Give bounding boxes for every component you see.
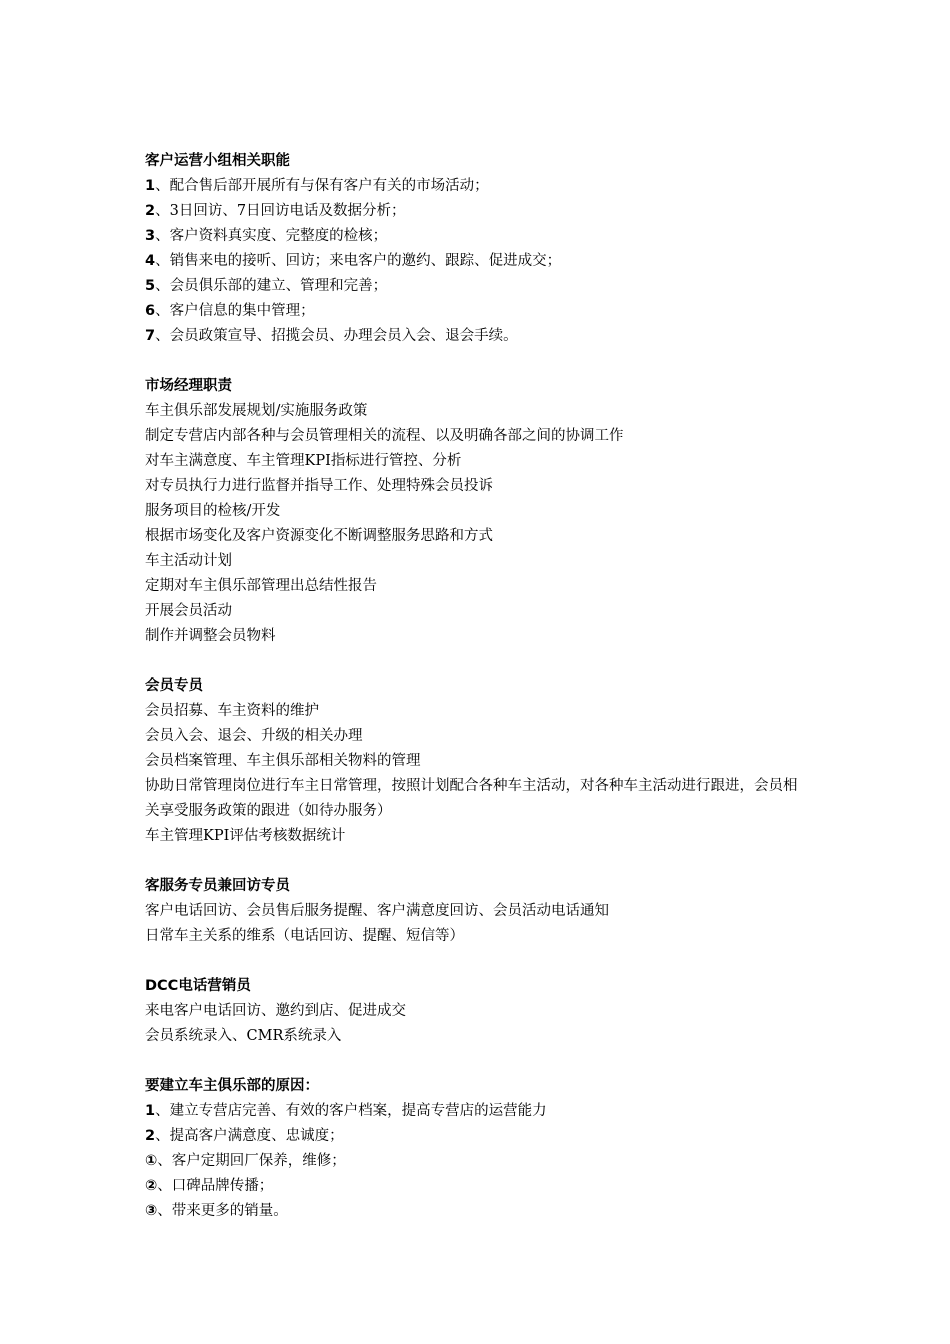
list-item bbox=[145, 224, 845, 249]
item-text: 、客户定期回厂保养，维修； bbox=[157, 1153, 346, 1169]
section-heading: 客服务专员兼回访专员 bbox=[145, 878, 290, 894]
list-item: 对车主满意度、车主管理KPI指标进行管控、分析 bbox=[145, 453, 462, 469]
list-item: 会员系统录入、CMR系统录入 bbox=[145, 1028, 342, 1044]
list-item: 车主管理KPI评估考核数据统计 bbox=[145, 828, 346, 844]
item-number: 5 bbox=[145, 278, 156, 294]
item-text: 、提高客户满意度、忠诚度； bbox=[155, 1128, 344, 1144]
document-page bbox=[145, 149, 845, 1249]
item-number: 6 bbox=[145, 303, 156, 319]
list-item: 来电客户电话回访、邀约到店、促进成交 bbox=[145, 1003, 406, 1019]
item-text: 、销售来电的接听、回访；来电客户的邀约、跟踪、促进成交； bbox=[155, 253, 562, 269]
section-heading: 市场经理职责 bbox=[145, 378, 232, 394]
list-item bbox=[145, 1149, 845, 1174]
list-item: 会员入会、退会、升级的相关办理 bbox=[145, 728, 363, 744]
list-item bbox=[145, 199, 845, 224]
item-text: 、客户资料真实度、完整度的检核； bbox=[155, 228, 388, 244]
item-number: 3 bbox=[145, 228, 156, 244]
section-customer-operations bbox=[145, 149, 845, 349]
list-item: 客户电话回访、会员售后服务提醒、客户满意度回访、会员活动电话通知 bbox=[145, 903, 609, 919]
item-number: 2 bbox=[145, 203, 156, 219]
item-number: 7 bbox=[145, 328, 156, 344]
item-number: 4 bbox=[145, 253, 156, 269]
section-heading: DCC电话营销员 bbox=[145, 978, 251, 994]
item-text: 、3日回访、7日回访电话及数据分析； bbox=[155, 203, 406, 219]
list-item: 开展会员活动 bbox=[145, 603, 232, 619]
item-number: ① bbox=[145, 1153, 158, 1169]
section-heading: 要建立车主俱乐部的原因： bbox=[145, 1078, 319, 1094]
list-item: 服务项目的检核/开发 bbox=[145, 503, 281, 519]
list-item: 会员档案管理、车主俱乐部相关物料的管理 bbox=[145, 753, 421, 769]
item-number: 1 bbox=[145, 178, 156, 194]
item-text: 、口碑品牌传播； bbox=[157, 1178, 274, 1194]
section-heading: 客户运营小组相关职能 bbox=[145, 153, 290, 169]
list-item bbox=[145, 1099, 845, 1124]
list-item bbox=[145, 1124, 845, 1149]
list-item bbox=[145, 249, 845, 274]
item-number: 2 bbox=[145, 1128, 156, 1144]
item-text: 、会员俱乐部的建立、管理和完善； bbox=[155, 278, 388, 294]
list-item bbox=[145, 274, 845, 299]
list-item bbox=[145, 1199, 845, 1224]
item-text: 、会员政策宣导、招揽会员、办理会员入会、退会手续。 bbox=[155, 328, 518, 344]
list-item: 定期对车主俱乐部管理出总结性报告 bbox=[145, 578, 377, 594]
item-text: 、客户信息的集中管理； bbox=[155, 303, 315, 319]
list-item: 根据市场变化及客户资源变化不断调整服务思路和方式 bbox=[145, 528, 493, 544]
section-market-manager bbox=[145, 374, 845, 649]
section-heading: 会员专员 bbox=[145, 678, 203, 694]
section-customer-service-specialist bbox=[145, 874, 845, 949]
list-item bbox=[145, 324, 845, 349]
item-number: 1 bbox=[145, 1103, 156, 1119]
list-item: 制定专营店内部各种与会员管理相关的流程、以及明确各部之间的协调工作 bbox=[145, 428, 624, 444]
section-member-specialist bbox=[145, 674, 845, 849]
item-text: 、带来更多的销量。 bbox=[157, 1203, 288, 1219]
section-club-reasons bbox=[145, 1074, 845, 1224]
item-text: 、配合售后部开展所有与保有客户有关的市场活动； bbox=[155, 178, 489, 194]
list-item bbox=[145, 174, 845, 199]
list-item: 车主俱乐部发展规划/实施服务政策 bbox=[145, 403, 368, 419]
list-item: 协助日常管理岗位进行车主日常管理，按照计划配合各种车主活动，对各种车主活动进行跟进，会员相关享受服务政策的跟进（如待办服务） bbox=[145, 778, 798, 819]
list-item: 制作并调整会员物料 bbox=[145, 628, 276, 644]
list-item bbox=[145, 1174, 845, 1199]
list-item: 会员招募、车主资料的维护 bbox=[145, 703, 319, 719]
item-text: 、建立专营店完善、有效的客户档案，提高专营店的运营能力 bbox=[155, 1103, 547, 1119]
section-dcc-telemarketer bbox=[145, 974, 845, 1049]
item-number: ③ bbox=[145, 1203, 158, 1219]
item-number: ② bbox=[145, 1178, 158, 1194]
list-item: 对专员执行力进行监督并指导工作、处理特殊会员投诉 bbox=[145, 478, 493, 494]
list-item: 日常车主关系的维系（电话回访、提醒、短信等） bbox=[145, 928, 464, 944]
list-item bbox=[145, 299, 845, 324]
list-item: 车主活动计划 bbox=[145, 553, 232, 569]
